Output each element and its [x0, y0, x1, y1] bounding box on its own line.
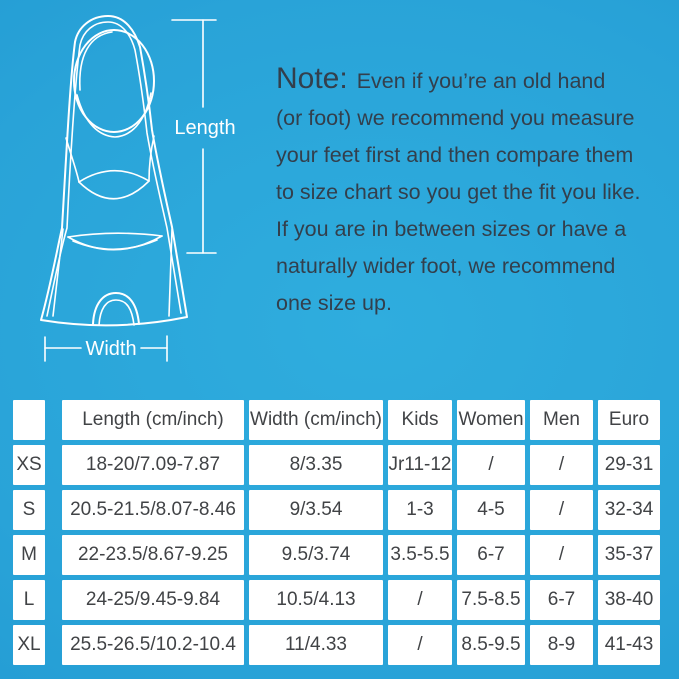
note-block — [276, 60, 679, 322]
header-cell-euro: Euro — [598, 400, 660, 440]
header-cell-blank — [13, 400, 45, 440]
table-cell-kids: / — [388, 625, 452, 665]
table-cell-euro: 38-40 — [598, 580, 660, 620]
table-cell-men: / — [530, 535, 593, 575]
note-line: your feet first and then compare them — [276, 143, 634, 167]
table-cell-length: 24-25/9.45-9.84 — [62, 580, 244, 620]
note-line: one size up. — [276, 291, 392, 315]
note-line: to size chart so you get the fit you like. — [276, 180, 641, 204]
header-cell-kids: Kids — [388, 400, 452, 440]
header-cell-length: Length (cm/inch) — [62, 400, 244, 440]
table-column-spacer — [50, 625, 57, 665]
length-label: Length — [174, 117, 236, 139]
table-column-spacer — [50, 580, 57, 620]
table-cell-width: 9.5/3.74 — [249, 535, 383, 575]
fin-diagram — [0, 0, 260, 380]
table-cell-euro: 29-31 — [598, 445, 660, 485]
table-cell-width: 10.5/4.13 — [249, 580, 383, 620]
row-label: XL — [13, 625, 45, 665]
table-cell-women: 6-7 — [457, 535, 525, 575]
table-cell-kids: / — [388, 580, 452, 620]
table-cell-women: 7.5-8.5 — [457, 580, 525, 620]
header-cell-women: Women — [457, 400, 525, 440]
table-column-spacer — [50, 400, 57, 440]
note-line: naturally wider foot, we recommend — [276, 254, 616, 278]
table-cell-length: 25.5-26.5/10.2-10.4 — [62, 625, 244, 665]
table-cell-length: 22-23.5/8.67-9.25 — [62, 535, 244, 575]
header-cell-men: Men — [530, 400, 593, 440]
row-label: L — [13, 580, 45, 620]
table-cell-length: 20.5-21.5/8.07-8.46 — [62, 490, 244, 530]
table-cell-women: 4-5 — [457, 490, 525, 530]
size-chart-table — [13, 400, 660, 665]
foot-opening — [74, 30, 154, 137]
row-label: XS — [13, 445, 45, 485]
note-text: Even if you’re an old hand — [356, 69, 606, 93]
table-cell-width: 8/3.35 — [249, 445, 383, 485]
foot-pocket-lines — [66, 136, 162, 325]
row-label: S — [13, 490, 45, 530]
table-cell-euro: 41-43 — [598, 625, 660, 665]
table-cell-women: 8.5-9.5 — [457, 625, 525, 665]
note-line: If you are in between sizes or have a — [276, 217, 627, 241]
table-column-spacer — [50, 445, 57, 485]
width-label: Width — [85, 338, 137, 360]
table-cell-length: 18-20/7.09-7.87 — [62, 445, 244, 485]
table-cell-women: / — [457, 445, 525, 485]
length-dimension — [172, 20, 236, 253]
table-cell-euro: 35-37 — [598, 535, 660, 575]
table-cell-men: 6-7 — [530, 580, 593, 620]
note-heading: Note: — [276, 62, 348, 95]
table-column-spacer — [50, 490, 57, 530]
note-line: (or foot) we recommend you measure — [276, 106, 635, 130]
row-label: M — [13, 535, 45, 575]
width-dimension — [45, 336, 167, 361]
table-column-spacer — [50, 535, 57, 575]
table-cell-width: 9/3.54 — [249, 490, 383, 530]
note-line — [276, 60, 679, 100]
table-cell-men: / — [530, 490, 593, 530]
table-cell-width: 11/4.33 — [249, 625, 383, 665]
header-cell-width: Width (cm/inch) — [249, 400, 383, 440]
table-cell-kids: 1-3 — [388, 490, 452, 530]
table-cell-euro: 32-34 — [598, 490, 660, 530]
table-cell-men: / — [530, 445, 593, 485]
table-cell-kids: Jr11-12 — [388, 445, 452, 485]
table-cell-men: 8-9 — [530, 625, 593, 665]
table-cell-kids: 3.5-5.5 — [388, 535, 452, 575]
